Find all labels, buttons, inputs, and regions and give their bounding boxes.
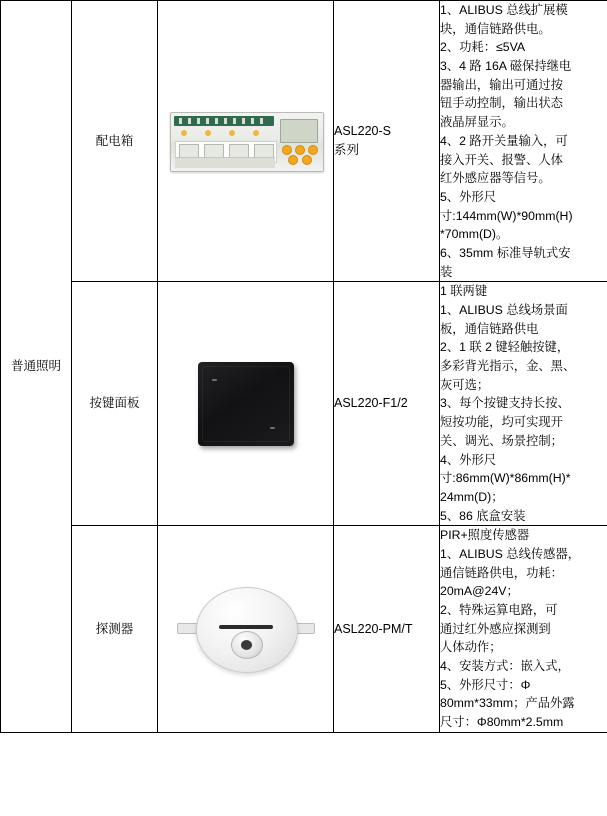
cell-product-image (158, 526, 334, 733)
desc-line: 通信链路供电，功耗： (440, 565, 563, 580)
desc-line: PIR+照度传感器 (440, 528, 530, 543)
cell-product-image (158, 1, 334, 282)
panel-body (198, 362, 294, 446)
desc-line: 5、86 底盒安装 (440, 508, 526, 523)
desc-line: 装 (440, 264, 453, 279)
cell-product-name: 配电箱 (72, 1, 158, 282)
cell-product-name: 按键面板 (72, 282, 158, 526)
desc-line: 20mA@24V； (440, 584, 519, 599)
desc-line: 4、2 路开关量输入，可 (440, 133, 568, 148)
cell-description (440, 526, 607, 733)
cell-model (334, 526, 440, 733)
desc-line: 1、ALIBUS 总线传感器， (440, 546, 581, 561)
cell-model (334, 282, 440, 526)
module-body (170, 112, 324, 172)
desc-line: 尺寸：Φ80mm*2.5mm (440, 715, 564, 730)
desc-line: 1 联两键 (440, 284, 488, 299)
desc-line: *70mm(D)。 (440, 227, 509, 242)
desc-line: 24mm(D)； (440, 489, 504, 504)
pir-sensor-image (177, 583, 315, 675)
desc-line: 短按功能，均可实现开 (440, 415, 563, 430)
desc-line: 6、35mm 标准导轨式安 (440, 245, 571, 260)
desc-line: 人体动作； (440, 640, 502, 655)
panel-indicator-bottom (270, 427, 275, 429)
desc-line: 液晶屏显示。 (440, 115, 514, 130)
desc-line: 4、外形尺 (440, 452, 497, 467)
desc-line: 通过红外感应探测到 (440, 621, 551, 636)
manual-control-buttons (282, 145, 318, 163)
panel-indicator-top (212, 379, 217, 381)
desc-line: 4、安装方式：嵌入式， (440, 659, 570, 674)
desc-line: 灰可选； (440, 377, 490, 392)
terminal-strip-top (174, 116, 274, 126)
desc-line: 5、外形尺寸：Φ (440, 677, 531, 692)
desc-line: 寸:144mm(W)*90mm(H) (440, 208, 573, 223)
desc-line: 块，通信链路供电。 (440, 21, 551, 36)
model-line: ASL220-PM/T (334, 621, 413, 636)
desc-line: 器输出，输出可通过按 (440, 77, 563, 92)
desc-line: 接入开关、报警、人体 (440, 152, 563, 167)
cell-product-image (158, 282, 334, 526)
table-row (1, 282, 607, 526)
desc-line: 关、调光、场景控制； (440, 433, 563, 448)
sensor-slot (219, 625, 273, 629)
desc-line: 80mm*33mm；产品外露 (440, 696, 575, 711)
cell-description (440, 282, 607, 526)
table-row (1, 1, 607, 282)
desc-line: 3、4 路 16A 磁保持继电 (440, 59, 572, 74)
status-led-row (177, 130, 273, 137)
module-lower-edge (175, 157, 275, 168)
desc-line: 3、每个按键支持长按、 (440, 396, 570, 411)
desc-line: 板，通信链路供电 (440, 321, 539, 336)
desc-line: 1、ALIBUS 总线扩展模 (440, 3, 568, 17)
desc-line: 红外感应器等信号。 (440, 171, 551, 186)
pir-lens (231, 631, 263, 659)
desc-line: 2、功耗：≤5VA (440, 40, 526, 55)
cell-model (334, 1, 440, 282)
din-rail-relay-module-image (170, 104, 322, 178)
desc-line: 多彩背光指示，金、黑、 (440, 359, 576, 374)
table-row (1, 526, 607, 733)
desc-line: 2、1 联 2 键轻触按键， (440, 340, 570, 355)
lcd-screen (280, 119, 318, 143)
cell-product-name: 探测器 (72, 526, 158, 733)
desc-line: 2、特殊运算电路，可 (440, 603, 558, 617)
model-line: 系列 (334, 143, 360, 158)
desc-line: 1、ALIBUS 总线场景面 (440, 303, 568, 317)
desc-line: 5、外形尺 (440, 189, 497, 204)
black-key-panel-image (192, 356, 300, 452)
desc-line: 钮手动控制，输出状态 (440, 96, 563, 111)
desc-line: 寸:86mm(W)*86mm(H)* (440, 471, 571, 486)
cell-category: 普通照明 (1, 1, 72, 733)
model-line: ASL220-F1/2 (334, 396, 408, 411)
cell-description (440, 1, 607, 282)
model-line: ASL220-S (334, 124, 391, 139)
sensor-body (196, 587, 298, 673)
